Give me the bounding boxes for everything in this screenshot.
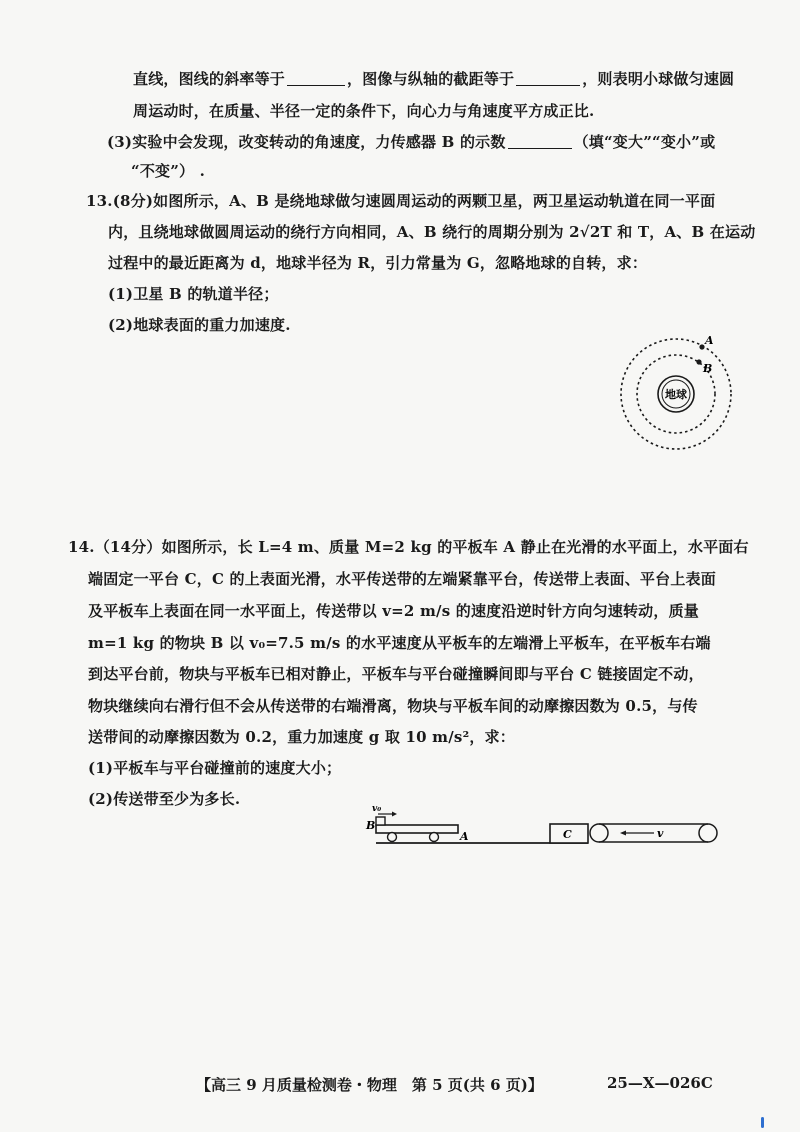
q12-line-4: “不变”） .: [131, 162, 206, 180]
q12-text: ，则表明小球做匀速圆: [582, 70, 735, 88]
satellite-b: [696, 359, 701, 364]
platform-c-label: C: [563, 828, 572, 841]
q14-sub-2: (2)传送带至少为多长.: [88, 790, 241, 808]
footer-code: 25—X—026C: [607, 1074, 713, 1092]
block-b-label: B: [366, 819, 376, 832]
q12-text: (3)实验中会发现，改变转动的角速度，力传感器 B 的示数: [107, 133, 506, 151]
q14-line-4: m=1 kg 的物块 B 以 v₀=7.5 m/s 的水平速度从平板车的左端滑上平板车，在平板车右端: [88, 634, 711, 652]
answer-blank: [287, 71, 345, 86]
q13-sub-1: (1)卫星 B 的轨道半径；: [108, 285, 279, 303]
answer-blank: [516, 71, 580, 86]
conveyor-roller-left: [590, 824, 608, 842]
cart-conveyor-diagram: [364, 800, 724, 850]
q14-line-3: 及平板车上表面在同一水平面上，传送带以 v=2 m/s 的速度沿逆时针方向匀速转动，质量: [88, 602, 699, 620]
q12-line-2: 周运动时，在质量、半径一定的条件下，向心力与角速度平方成正比.: [133, 102, 595, 120]
orbit-diagram: [608, 328, 748, 458]
cart-wheel: [430, 833, 439, 842]
q12-text: ，图像与纵轴的截距等于: [347, 70, 515, 88]
q12-text: 直线，图线的斜率等于: [133, 70, 286, 88]
q14-line-1: 14.（14分）如图所示，长 L=4 m、质量 M=2 kg 的平板车 A 静止在光滑的水平面上，水平面右: [68, 538, 749, 556]
q14-line-7: 送带间的动摩擦因数为 0.2，重力加速度 g 取 10 m/s²，求：: [88, 728, 515, 746]
cart-wheel: [388, 833, 397, 842]
v0-label: v₀: [372, 804, 382, 814]
cart-a: [376, 825, 458, 833]
satellite-a: [699, 344, 704, 349]
q14-sub-1: (1)平板车与平台碰撞前的速度大小；: [88, 759, 342, 777]
footer-title: 【高三 9 月质量检测卷・物理 第 5 页(共 6 页)】: [196, 1076, 543, 1094]
cart-a-label: A: [460, 830, 469, 843]
v0-arrowhead: [392, 812, 397, 817]
q12-line-3: [107, 131, 715, 152]
earth-label: 地球: [665, 388, 687, 401]
v-label: v: [657, 827, 664, 840]
scan-mark: [761, 1117, 764, 1128]
q12-line-1: [133, 68, 734, 89]
q14-line-6: 物块继续向右滑行但不会从传送带的右端滑离，物块与平板车间的动摩擦因数为 0.5，与传: [88, 697, 698, 715]
satellite-b-label: B: [703, 362, 713, 375]
satellite-a-label: A: [705, 334, 714, 347]
q14-line-2: 端固定一平台 C，C 的上表面光滑，水平传送带的左端紧靠平台，传送带上表面、平台上表面: [88, 570, 716, 588]
q13-line-1: 13.(8分)如图所示，A、B 是绕地球做匀速圆周运动的两颗卫星，两卫星运动轨道在同一平面: [86, 192, 716, 210]
answer-blank: [508, 134, 572, 149]
q12-text: （填“变大”“变小”或: [573, 133, 716, 151]
q13-line-2: 内，且绕地球做圆周运动的绕行方向相同，A、B 绕行的周期分别为 2√2T 和 T，A、B 在运动: [108, 223, 756, 241]
q13-sub-2: (2)地球表面的重力加速度.: [108, 316, 291, 334]
q14-line-5: 到达平台前，物块与平板车已相对静止，平板车与平台碰撞瞬间即与平台 C 链接固定不动，: [88, 665, 704, 683]
q13-line-3: 过程中的最近距离为 d，地球半径为 R，引力常量为 G，忽略地球的自转，求：: [108, 254, 648, 272]
v-arrowhead: [620, 831, 626, 836]
conveyor-roller-right: [699, 824, 717, 842]
block-b: [376, 817, 385, 825]
